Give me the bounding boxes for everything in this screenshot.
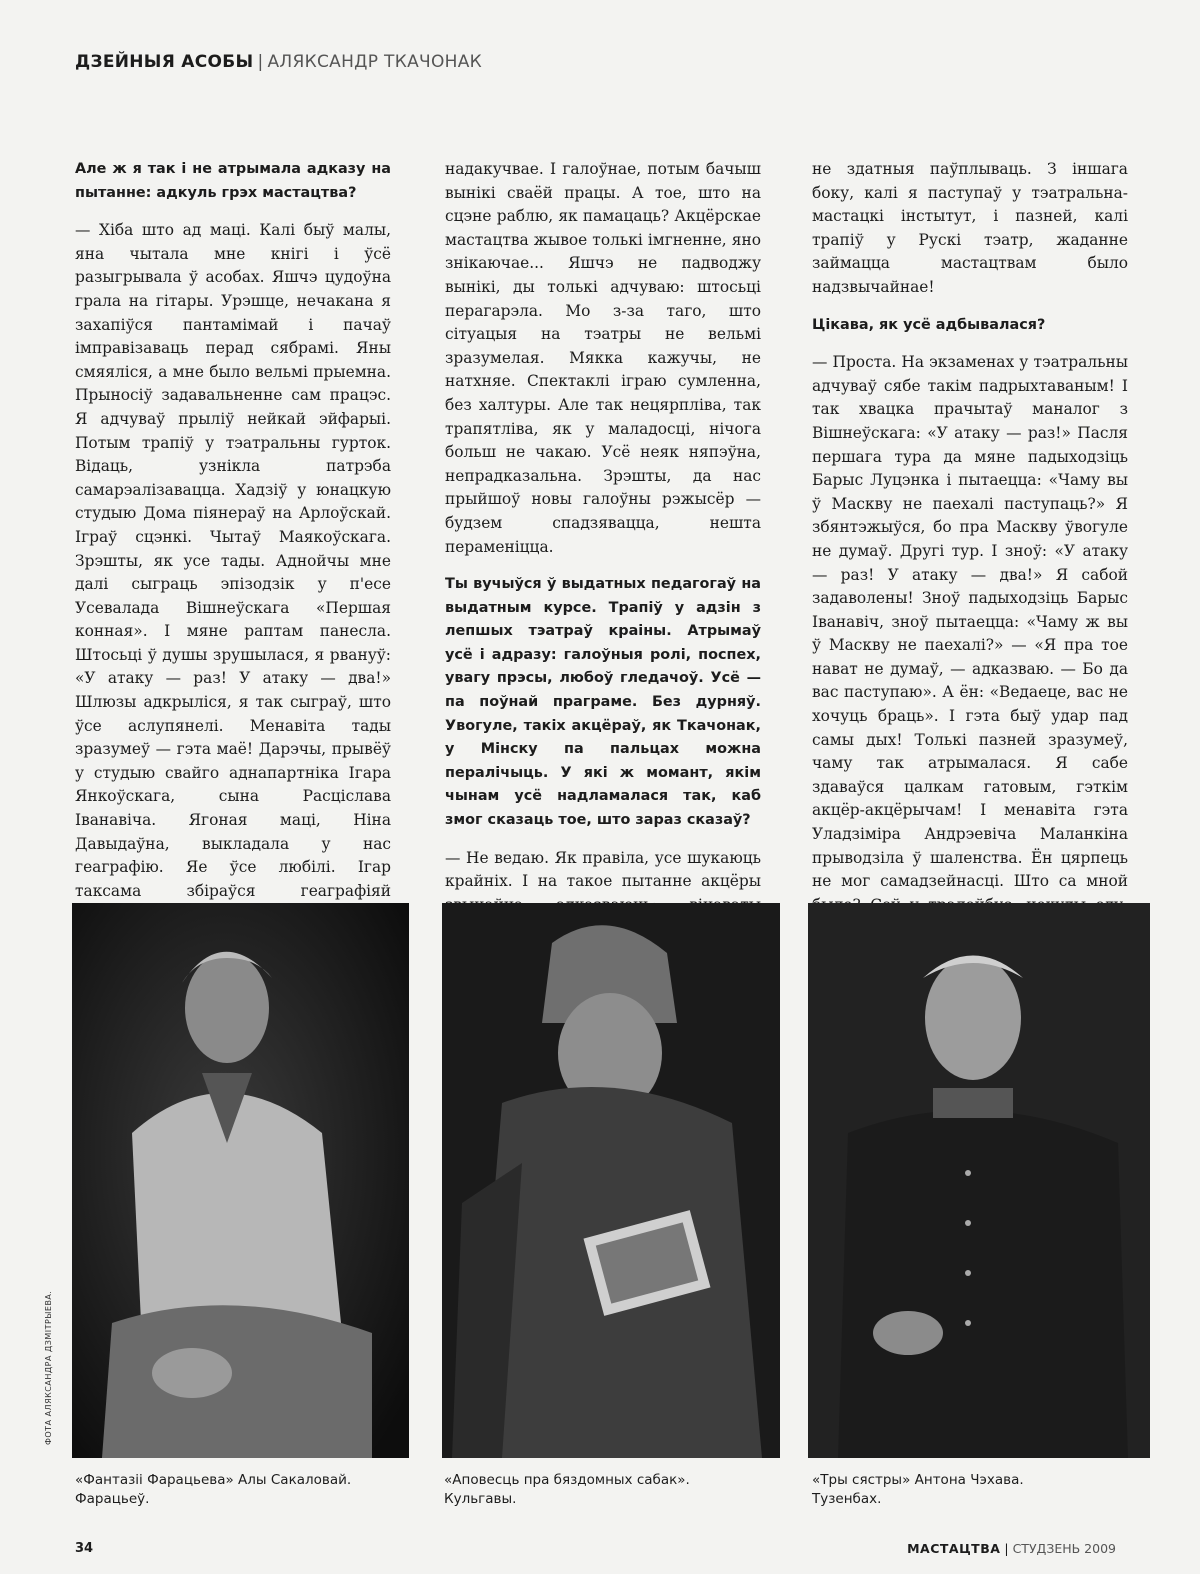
question-paragraph: Але ж я так і не атрымала адказу на пытанне: адкуль грэх мастацтва? xyxy=(75,161,391,201)
running-header xyxy=(75,52,482,72)
caption-1 xyxy=(75,1471,351,1509)
actor-photo-3-image xyxy=(808,903,1150,1458)
header-separator: | xyxy=(257,52,264,72)
photo-tuzenbach xyxy=(808,903,1150,1458)
caption-title: «Фантазіі Фарацьева» Алы Сакаловай. xyxy=(75,1472,352,1488)
author-name: АЛЯКСАНДР ТКАЧОНАК xyxy=(267,52,483,72)
photo-kulhavy xyxy=(442,903,780,1458)
answer-paragraph: надакучвае. І галоўнае, потым бачыш вынікі сваёй працы. А тое, што на сцэне раблю, як памацаць? Акцёрскае мастацтва жывое толькі імгненне, яно знікаючае... Яшчэ не падводжу вынікі, ды толькі адчуваю: штосьці перагарэла. Мо з-за таго, што сітуацыя на тэатры не вельмі зразумелая. Мякка кажучы, не натхняе. Спектаклі іграю сумленна, без халтуры. Але так нецярпліва, так трапятліва, як у маладосці, нічога больш не чакаю. Усё неяк няпэўна, непрадказальна. Зрэшты, да нас прыйшоў новы галоўны рэжысёр — будзем спадзявацца, нешта пераменіцца. xyxy=(445,160,761,556)
caption-3 xyxy=(812,1471,1024,1509)
question-paragraph: Ты вучыўся ў выдатных педагогаў на выдатным курсе. Трапіў у адзін з лепшых тэатраў краіны. Атрымаў усё і адразу: галоўныя ролі, поспех, увагу прэсы, любоў гледачоў. Усё — па поўнай праграме. Без дурняў. Увогуле, такіх акцёраў, як Ткачонак, у Мінску па пальцах можна пералічыць. У які ж момант, якім чынам усё надламалася так, каб змог сказаць тое, што зараз сказаў? xyxy=(445,576,761,829)
actor-photo-1-image xyxy=(72,903,409,1458)
section-title: ДЗЕЙНЫЯ АСОБЫ xyxy=(75,52,254,72)
caption-role: Кульгавы. xyxy=(444,1491,517,1507)
answer-paragraph: — Не ведаю. Як правіла, усе шукаюць крайніх. І на такое пытанне акцёры xyxy=(445,848,761,891)
magazine-name: МАСТАЦТВА xyxy=(907,1541,1001,1556)
caption-title: «Тры сястры» Антона Чэхава. xyxy=(812,1472,1024,1488)
photo-farazeu xyxy=(72,903,409,1458)
caption-role: Тузенбах. xyxy=(812,1491,882,1507)
answer-paragraph: — Проста. На экзаменах у тэатральны адчуваў сябе такім падрыхтаваным! І так хвацка прачытаў маналог з Вішнеўскага: «У атаку — раз!» Пасля першага тура да мяне падыходзіць Барыс Луцэнка і пытаецца: «Чаму вы ў Маскву не паехалі паступаць?» Я збянтэжыўся, бо пра Маскву ўвогуле не думаў. Другі тур. І зноў: «У атаку — раз! У атаку — два!» Я сабой задаволены! Зноў падыходзіць Барыс Іванавіч, зноў пытаецца: «Чаму ж вы ў Маскву не паехалі?» — «Я пра тое нават не думаў, — адказваю. — Бо да вас паступаю». А ён: «Ведаеце, вас не хочуць браць». І гэта быў удар пад самы дых! Толькі пазней зразумеў, чаму так атрымалася. Я сабе здаваўся цалкам гатовым, гэткім акцёр-акцёрычам! І менавіта гэта Уладзіміра Андрэевіча Маланкіна прыводзіла ў шаленства. Ён цярпець не мог самадзейнасці. Што са мной xyxy=(812,353,1128,891)
answer-paragraph: — Хіба што ад маці. Калі быў малы, яна чытала мне кнігі і ўсё разыгрывала ў асобах. Яшчэ цудоўна грала на гітары. Урэшце, нечакана я захапіўся пантамімай і пачаў імправізаваць перад сябрамі. Яны смяяліся, а мне было вельмі прыемна. Прыносіў задавальненне сам працэс. Я адчуваў прыліў нейкай эйфарыі. Потым трапіў у тэатральны гурток. Відаць, узнікла патрэба самарэалізавацца. Хадзіў у юнацкую студыю Дома піянераў на Арлоўскай. Іграў сцэнкі. Чытаў Маякоўскага. Зрэшты, як усе тады. Аднойчы мне далі сыграць эпізодзік у п'есе Усевалада Вішнеўскага «Першая конная». І мяне раптам панесла. Штосьці ў душы зрушылася, я рвануў: «У атаку — раз! У атаку — два!» Шлюзы адкрыліся, я так сыграў, што ўсе аслупянелі. Менавіта тады зразумеў — гэта маё! Дарэчы, прывёў у студыю свайго аднапартніка Ігара Янкоўскага, сына Расціслава Іванавіча. Ягоная маці, Ніна Давыдаўна, выкладала у нас геаграфію. Яе ўсе любілі. Ігар таксама збіраўся геаграфіяй xyxy=(75,221,391,900)
photo-credit: ФОТА АЛЯКСАНДРА ДЗМІТРЫЕВА. xyxy=(44,1290,53,1445)
actor-photo-2-image xyxy=(442,903,780,1458)
answer-paragraph: не здатныя паўплываць. З іншага боку, калі я паступаў у тэатральна-мастацкі інстытут, і пазней, калі трапіў у Рускі тэатр, жаданне займацца мастацтвам было надзвычайнае! xyxy=(812,160,1128,296)
footer-separator: | xyxy=(1004,1541,1009,1556)
question-paragraph: Цікава, як усё адбывалася? xyxy=(812,316,1046,333)
caption-2 xyxy=(444,1471,690,1509)
caption-role: Фарацьеў. xyxy=(75,1491,150,1507)
issue-date: СТУДЗЕНЬ 2009 xyxy=(1012,1541,1116,1556)
running-footer xyxy=(907,1541,1116,1556)
caption-title: «Аповесць пра бяздомных сабак». xyxy=(444,1472,690,1488)
page-number: 34 xyxy=(75,1541,94,1556)
